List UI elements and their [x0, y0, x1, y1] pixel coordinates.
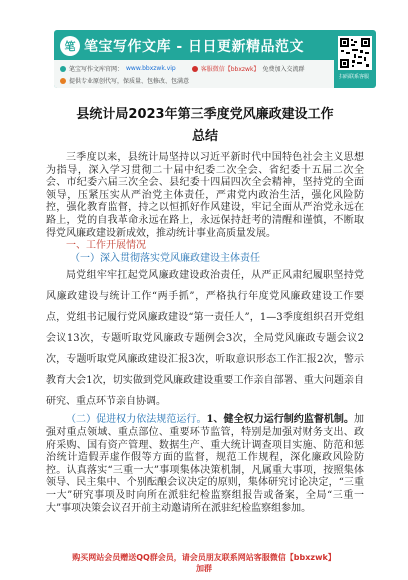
qr-caption: 扫码联系客服 [338, 74, 369, 80]
checkmark-icon [60, 78, 66, 84]
brand-logo-icon: 笔 [60, 36, 80, 56]
banner-info-strip [54, 60, 334, 88]
document-title [40, 104, 370, 148]
subsection-heading-2: （二）促进权力依法规范运行。 [66, 414, 207, 426]
intro-paragraph: 三季度以来，县统计局坚持以习近平新时代中国特色社会主义思想为指导，深入学习贯彻二十届中纪委二次全会、省纪委十五届二次全会、市纪委六届三次全会、县纪委十四届四次全会精神，坚持党的全面领导，压紧压实从严治党主体责任，严肃党内政治生活，强化风险防控，强化教育监督，持之以恒抓好作风建设，牢记全面从严治党永远在路上，党的自我革命永远在路上，永远保持赶考的清醒和谨慎，不断取得党风廉政建设新成效，推动统计事业高质量发展。 [46, 152, 364, 239]
footer-line-1: 购买网站会员赠送QQ群会员，请会员朋友联系网站客服微信【bbxzwk】 [72, 553, 336, 562]
document-body [46, 152, 364, 515]
section-heading-1: 一、工作开展情况 [66, 240, 146, 252]
qr-code-icon[interactable] [338, 36, 372, 70]
banner-tagline: 提供专业原创代写，保质量、包修改、包满意 [69, 78, 190, 85]
wechat-contact[interactable]: 客服微信【bbxzwk】 [200, 66, 260, 73]
globe-icon [60, 66, 66, 72]
banner-title: 笔宝写作文库 - 日日更新精品范文 [84, 39, 305, 55]
site-label: 笔宝写作文库官网： [69, 66, 124, 73]
power-regulation-text: 加强对重点领域、重点部位、重要环节监管，特别是加强对财务支出、政府采购、国有资产管理、数据生产、重大统计调查项目实施、防范和惩治统计造假弄虚作假等方面的监督，规范工作规程，深化廉政风险防控。认真落实“三重一大”事项集体决策机制，凡属重大事项，按照集体领导、民主集中、个别酝酿会议决定的原则，集体研究讨论决定，“三重一大”研究事项及时向所在派驻纪检监察组报告或备案，全局“三重一大”事项决策会议召开前主动邀请所在派驻纪检监察组参加。 [46, 414, 364, 514]
subsection-heading-2-bold: 1、健全权力运行制约监督机制。 [206, 414, 354, 426]
site-url-link[interactable]: www.bbxzwk.vip [126, 65, 176, 72]
title-line-1: 县统计局2023年第三季度党风廉政建设工作 [76, 107, 334, 122]
footer-notice[interactable] [20, 552, 388, 574]
responsibility-paragraph: 局党组牢牢扛起党风廉政建设政治责任，从严正风肃纪履职坚持党风廉政建设与统计工作“两手抓”，严格执行年度党风廉政建设工作要点，党组书记履行党风廉政建设“第一责任人”，1—3季度组织召开党组会议13次，专题听取党风廉政专题例会3次，全局党风廉政专题会议2次，专题听取党风廉政建设汇报3次，听取意识形态工作汇报2次，警示教育大会1次，切实做到党风廉政建设重要工作亲自部署、重大问题亲自研究、重点环节亲自协调。 [46, 270, 364, 408]
group-join-label[interactable]: 免费加入交流群 [262, 66, 305, 73]
wechat-icon [192, 66, 198, 72]
title-line-2: 总结 [191, 129, 218, 144]
footer-line-2: 加群 [196, 564, 212, 573]
power-regulation-paragraph [46, 414, 364, 515]
subsection-heading-1: （一）深入贯彻落实党风廉政建设主体责任 [70, 252, 260, 264]
promo-banner[interactable] [54, 30, 376, 88]
